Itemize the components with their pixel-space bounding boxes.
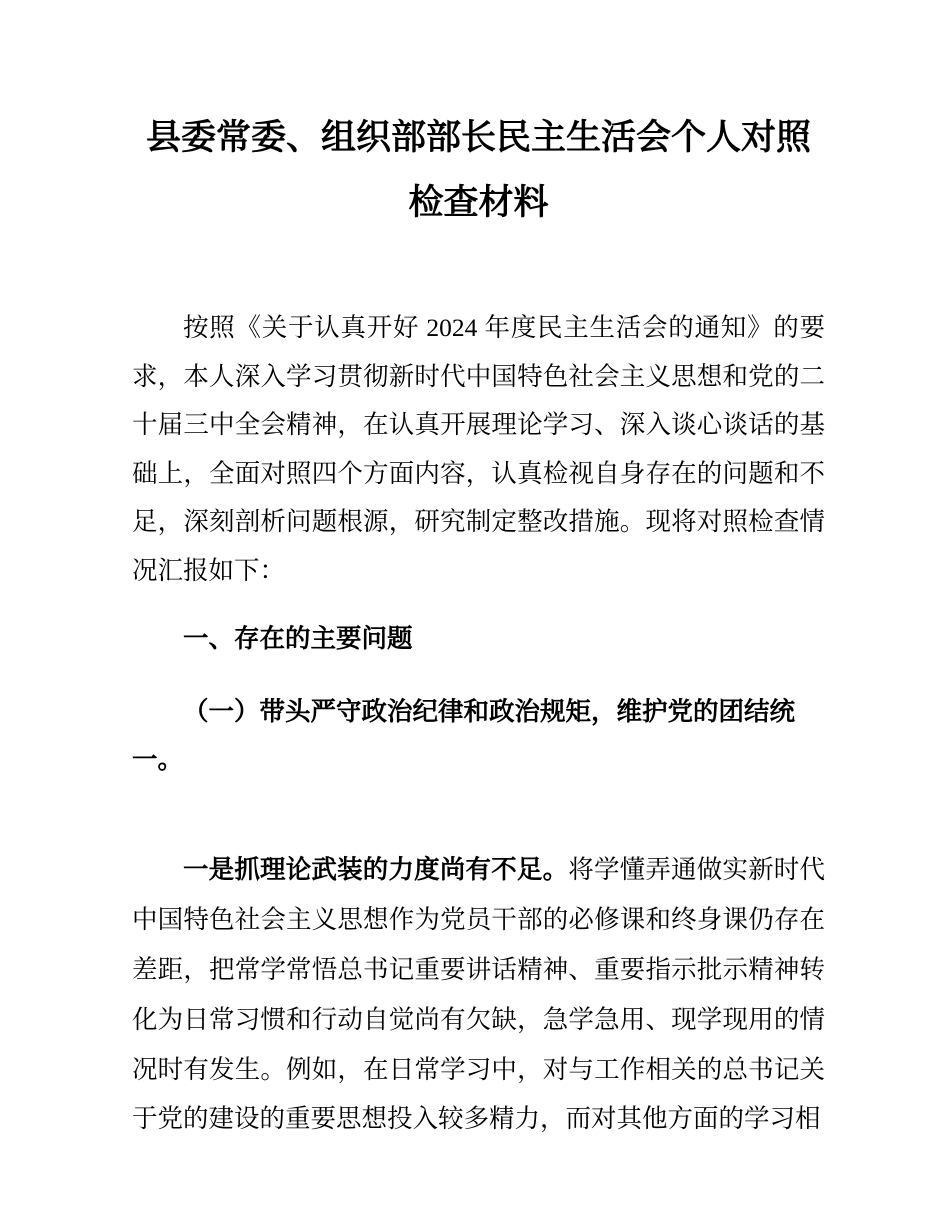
- subsection-heading-political-discipline: （一）带头严守政治纪律和政治规矩，维护党的团结统一。: [132, 697, 796, 774]
- issue-body-text: 将学懂弄通做实新时代中国特色社会主义思想作为党员干部的必修课和终身课仍存在差距，把常学常悟总书记重要讲话精神、重要指示批示精神转化为日常习惯和行动自觉尚有欠缺，急学急用、现学现用的情况时有发生。例如，在日常学习中，对与工作相关的总书记关于党的建设的重要思想投入较多精力，而对其他方面的学习相: [132, 854, 825, 1134]
- intro-paragraph: 按照《关于认真开好 2024 年度民主生活会的通知》的要求，本人深入学习贯彻新时代中国特色社会主义思想和党的二十届三中全会精神，在认真开展理论学习、深入谈心谈话的基础上，全面对照四个方面内容，认真检视自身存在的问题和不足，深刻剖析问题根源，研究制定整改措施。现将对照检查情况汇报如下：: [132, 313, 825, 585]
- document-title: 县委常委、组织部部长民主生活会个人对照检查材料: [145, 118, 811, 222]
- issue-paragraph-theory-arming: [132, 845, 825, 1145]
- issue-lead-sentence: 一是抓理论武装的力度尚有不足。: [183, 855, 569, 884]
- section-heading-main-problems: 一、存在的主要问题: [183, 625, 413, 653]
